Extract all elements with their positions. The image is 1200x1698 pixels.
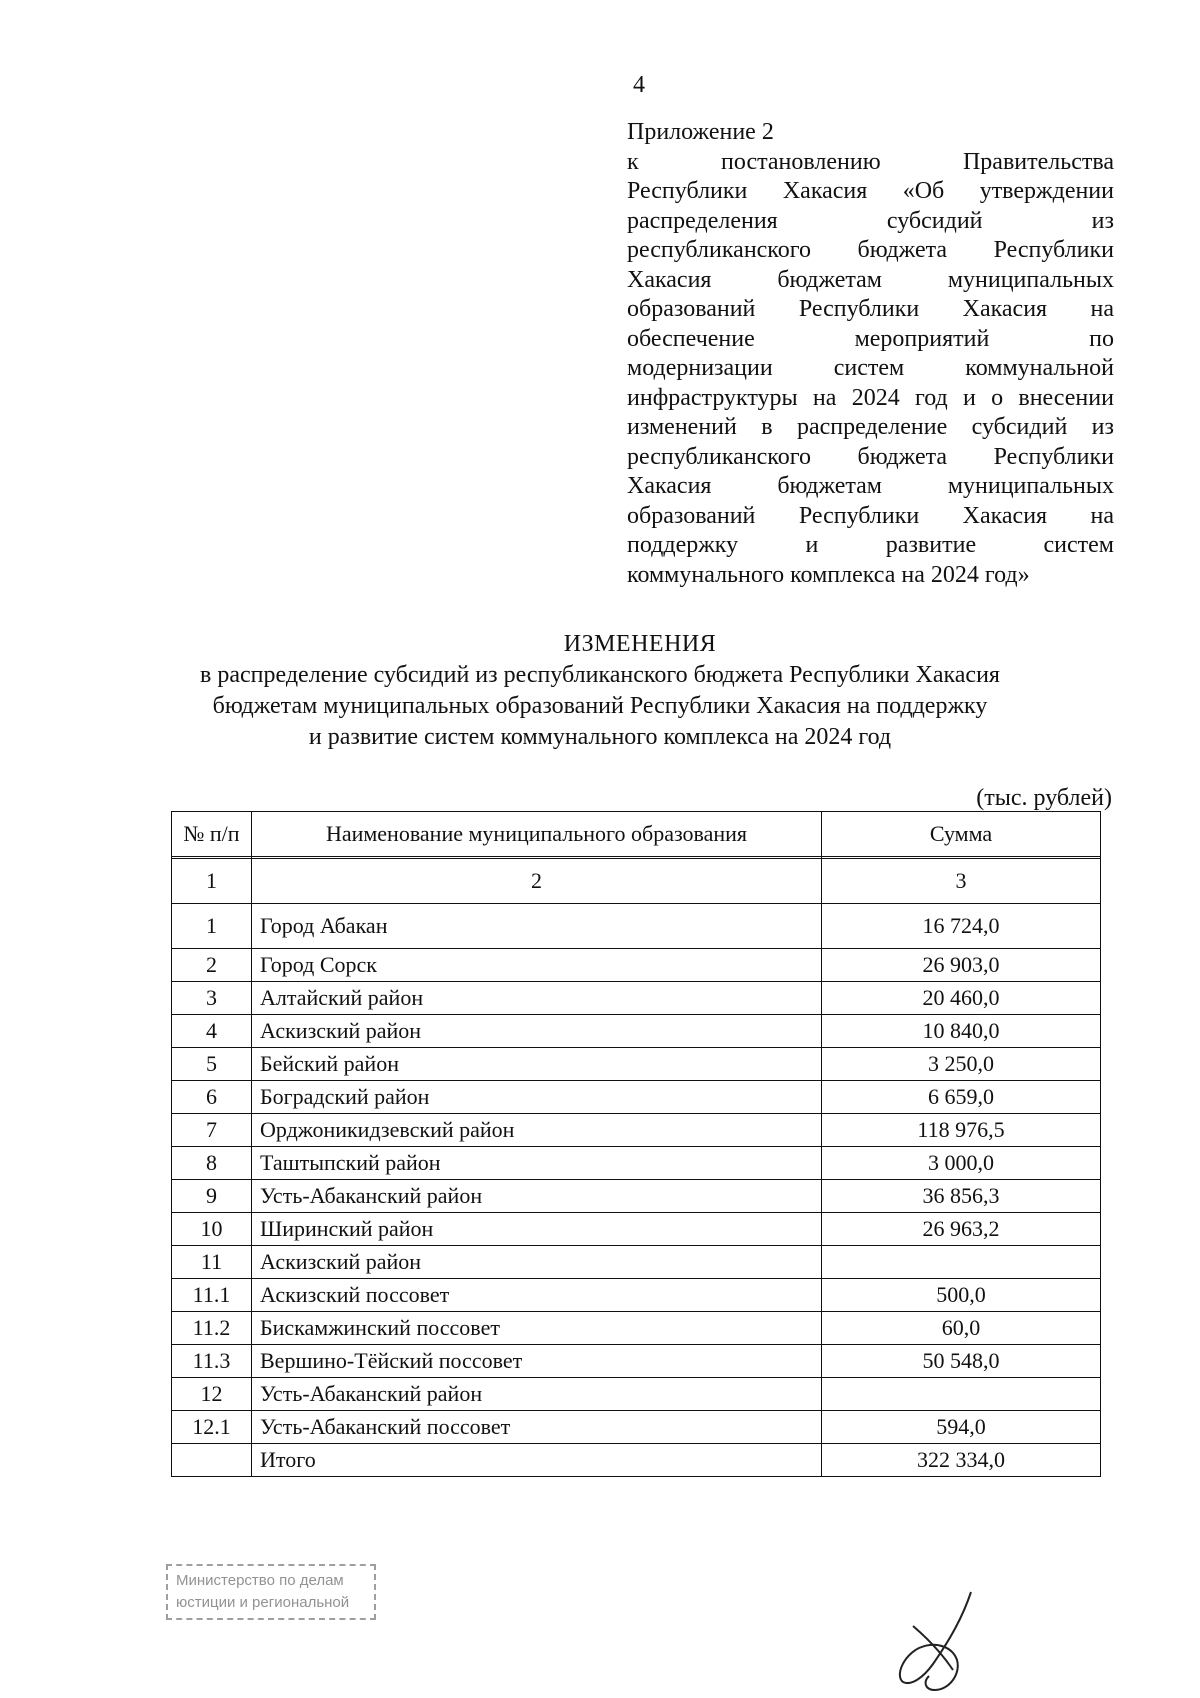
- appendix-word: из: [1091, 414, 1114, 440]
- appendix-word: муниципальных: [947, 473, 1114, 499]
- row-name: Итого: [252, 1444, 822, 1477]
- table-row: [172, 1147, 1101, 1180]
- appendix-word: в: [761, 414, 773, 440]
- row-name: Усть-Абаканский район: [252, 1378, 822, 1411]
- row-number: 5: [172, 1048, 252, 1081]
- column-numbers-row: [172, 859, 1101, 904]
- appendix-line: [627, 384, 1114, 414]
- row-name: Вершино-Тёйский поссовет: [252, 1345, 822, 1378]
- appendix-word: Хакасия: [627, 473, 712, 499]
- row-sum: 16 724,0: [822, 904, 1101, 949]
- stamp-line: Министерство по делам: [176, 1572, 344, 1589]
- row-number: 2: [172, 949, 252, 982]
- row-sum: 36 856,3: [822, 1180, 1101, 1213]
- appendix-word: образований: [627, 296, 756, 322]
- table-row: [172, 1378, 1101, 1411]
- appendix-word: Республики: [798, 296, 920, 322]
- appendix-word: на: [1090, 296, 1114, 322]
- table-row: [172, 1279, 1101, 1312]
- table-row: [172, 1081, 1101, 1114]
- row-name: Алтайский район: [252, 982, 822, 1015]
- row-name: Город Абакан: [252, 904, 822, 949]
- column-number: 1: [172, 859, 252, 904]
- appendix-word: коммунального комплекса на 2024 год»: [627, 561, 1030, 588]
- table-row: [172, 1246, 1101, 1279]
- row-sum: [822, 1246, 1101, 1279]
- table-row: [172, 1213, 1101, 1246]
- appendix-line: [627, 207, 1114, 237]
- row-number: 3: [172, 982, 252, 1015]
- appendix-word: внесении: [1018, 384, 1114, 411]
- row-name: Аскизский район: [252, 1246, 822, 1279]
- row-number: 12.1: [172, 1411, 252, 1444]
- header-name: Наименование муниципального образования: [252, 812, 822, 857]
- appendix-line: [627, 236, 1114, 266]
- appendix-line: [627, 413, 1114, 443]
- appendix-line: [627, 295, 1114, 325]
- row-sum: 6 659,0: [822, 1081, 1101, 1114]
- table-row: [172, 1114, 1101, 1147]
- subsidy-table: [171, 811, 1101, 1477]
- row-number: 4: [172, 1015, 252, 1048]
- appendix-line: [627, 472, 1114, 502]
- appendix-word: Хакасия: [962, 502, 1048, 529]
- row-sum: 10 840,0: [822, 1015, 1101, 1048]
- stamp-line: юстиции и региональной: [176, 1594, 350, 1611]
- appendix-word: Республики: [993, 443, 1114, 470]
- appendix-line: [627, 177, 1114, 207]
- table-row: [172, 1048, 1101, 1081]
- row-name: Усть-Абаканский район: [252, 1180, 822, 1213]
- appendix-word: постановлению: [721, 148, 881, 175]
- page-number: 4: [633, 72, 645, 98]
- row-name: Бискамжинский поссовет: [252, 1312, 822, 1345]
- appendix-word: на: [1090, 502, 1114, 529]
- row-sum: 26 903,0: [822, 949, 1101, 982]
- appendix-word: развитие: [885, 532, 977, 558]
- appendix-line: [627, 354, 1114, 384]
- row-sum: [822, 1378, 1101, 1411]
- appendix-word: Республики: [627, 178, 748, 204]
- appendix-word: Правительства: [962, 148, 1114, 175]
- appendix-word: модернизации: [627, 355, 773, 381]
- title-heading: ИЗМЕНЕНИЯ: [563, 631, 717, 657]
- header-sum: Сумма: [822, 812, 1101, 857]
- row-number: 10: [172, 1213, 252, 1246]
- appendix-word: систем: [1043, 532, 1114, 558]
- row-number: 11: [172, 1246, 252, 1279]
- row-number: 6: [172, 1081, 252, 1114]
- table-row: [172, 949, 1101, 982]
- appendix-word: образований: [627, 502, 756, 529]
- appendix-word: обеспечение: [627, 325, 755, 352]
- appendix-word: 2024: [851, 384, 900, 411]
- row-name: Аскизский поссовет: [252, 1279, 822, 1312]
- appendix-word: на: [812, 384, 837, 411]
- row-number: 1: [172, 904, 252, 949]
- row-sum: 118 976,5: [822, 1114, 1101, 1147]
- row-number: 11.2: [172, 1312, 252, 1345]
- appendix-word: муниципальных: [947, 266, 1114, 293]
- table-row: [172, 1444, 1101, 1477]
- row-name: Город Сорск: [252, 949, 822, 982]
- table-row: [172, 1312, 1101, 1345]
- appendix-word: утверждении: [979, 178, 1114, 204]
- appendix-word: Республики: [993, 237, 1114, 263]
- appendix-line: [627, 443, 1114, 473]
- appendix-word: субсидий: [971, 414, 1068, 440]
- row-sum: 3 250,0: [822, 1048, 1101, 1081]
- row-number: 11.1: [172, 1279, 252, 1312]
- appendix-word: бюджетам: [777, 473, 882, 499]
- appendix-word: республиканского: [627, 443, 811, 470]
- row-sum: 500,0: [822, 1279, 1101, 1312]
- row-sum: 322 334,0: [822, 1444, 1101, 1477]
- appendix-word: Приложение 2: [627, 119, 774, 145]
- appendix-line: [627, 502, 1114, 532]
- row-sum: 26 963,2: [822, 1213, 1101, 1246]
- appendix-word: субсидий: [886, 207, 983, 234]
- table-row: [172, 1015, 1101, 1048]
- appendix-word: распределения: [627, 207, 778, 234]
- table-row: [172, 1345, 1101, 1378]
- row-name: Бейский район: [252, 1048, 822, 1081]
- table-row: [172, 1411, 1101, 1444]
- signature-mark: [893, 1586, 1003, 1696]
- row-sum: 60,0: [822, 1312, 1101, 1345]
- appendix-word: инфраструктуры: [627, 384, 798, 411]
- appendix-line: [627, 266, 1114, 296]
- table-header-row: [172, 812, 1101, 857]
- appendix-word: Хакасия: [782, 178, 868, 204]
- appendix-word: «Об: [902, 178, 945, 204]
- table-row: [172, 904, 1101, 949]
- appendix-line: [627, 148, 1114, 178]
- appendix-word: год: [914, 384, 948, 411]
- appendix-word: о: [991, 384, 1004, 411]
- appendix-word: Хакасия: [627, 266, 712, 293]
- row-number: 11.3: [172, 1345, 252, 1378]
- row-name: Орджоникидзевский район: [252, 1114, 822, 1147]
- appendix-word: систем: [833, 355, 905, 381]
- appendix-word: республиканского: [627, 237, 811, 263]
- row-number: [172, 1444, 252, 1477]
- appendix-word: поддержку: [627, 532, 739, 558]
- appendix-word: бюджетам: [777, 266, 882, 293]
- table-row: [172, 982, 1101, 1015]
- title-line: и развитие систем коммунального комплекса на 2024 год: [308, 724, 892, 750]
- document-title: [0, 629, 1200, 753]
- appendix-word: Хакасия: [962, 296, 1048, 322]
- appendix-word: по: [1089, 325, 1114, 352]
- appendix-word: мероприятий: [854, 325, 990, 352]
- appendix-note: [627, 118, 1114, 590]
- row-number: 9: [172, 1180, 252, 1213]
- row-sum: 3 000,0: [822, 1147, 1101, 1180]
- title-line: бюджетам муниципальных образований Республики Хакасия на поддержку: [212, 693, 988, 719]
- appendix-word: и: [962, 384, 976, 411]
- column-number: 3: [822, 859, 1101, 904]
- row-name: Усть-Абаканский поссовет: [252, 1411, 822, 1444]
- row-sum: 50 548,0: [822, 1345, 1101, 1378]
- row-name: Аскизский район: [252, 1015, 822, 1048]
- row-name: Боградский район: [252, 1081, 822, 1114]
- table-row: [172, 1180, 1101, 1213]
- appendix-word: Республики: [798, 502, 920, 529]
- unit-note: (тыс. рублей): [976, 785, 1112, 811]
- appendix-word: и: [805, 532, 819, 558]
- row-name: Ширинский район: [252, 1213, 822, 1246]
- row-number: 12: [172, 1378, 252, 1411]
- appendix-word: распределение: [796, 414, 948, 440]
- appendix-word: коммунальной: [965, 355, 1114, 381]
- appendix-line: [627, 531, 1114, 561]
- header-number: № п/п: [172, 812, 252, 857]
- appendix-word: изменений: [627, 414, 737, 440]
- row-name: Таштыпский район: [252, 1147, 822, 1180]
- column-number: 2: [252, 859, 822, 904]
- row-sum: 594,0: [822, 1411, 1101, 1444]
- appendix-line: [627, 325, 1114, 355]
- appendix-line: [627, 118, 1114, 148]
- appendix-word: из: [1091, 207, 1114, 234]
- registration-stamp: [166, 1564, 376, 1620]
- appendix-word: к: [627, 148, 639, 175]
- title-line: в распределение субсидий из республиканского бюджета Республики Хакасия: [200, 662, 1000, 688]
- row-number: 7: [172, 1114, 252, 1147]
- row-number: 8: [172, 1147, 252, 1180]
- appendix-line: [627, 561, 1114, 591]
- row-sum: 20 460,0: [822, 982, 1101, 1015]
- appendix-word: бюджета: [857, 443, 948, 470]
- appendix-word: бюджета: [857, 237, 948, 263]
